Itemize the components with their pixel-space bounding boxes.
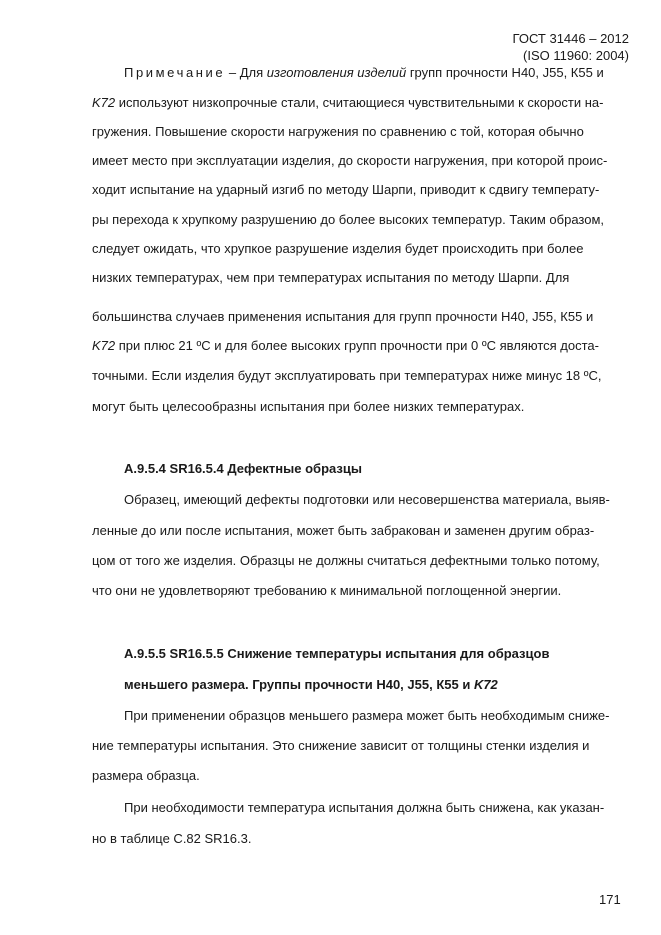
section-a954-heading: А.9.5.4 SR16.5.4 Дефектные образцы xyxy=(124,461,362,476)
note-text: – Для xyxy=(225,65,267,80)
grade-k72: K72 xyxy=(92,338,116,353)
note-label: Примечание xyxy=(124,65,226,80)
grade-k72: K72 xyxy=(473,677,498,692)
note-line-4: имеет место при эксплуатации изделия, до скорости нагружения, при которой проис- xyxy=(92,153,608,168)
section-a955-p1-line-3: размера образца. xyxy=(92,768,200,783)
grade-k72: K72 xyxy=(92,95,116,110)
note-line-10 xyxy=(92,338,599,354)
note-line-3: гружения. Повышение скорости нагружения по сравнению с той, которая обычно xyxy=(92,124,584,139)
header-iso-reference: (ISO 11960: 2004) xyxy=(523,48,629,63)
section-a954-line-4: что они не удовлетворяют требованию к минимальной поглощенной энергии. xyxy=(92,583,562,598)
section-a954-line-2: ленные до или после испытания, может быть забракован и заменен другим образ- xyxy=(92,523,595,538)
note-text: групп прочности Н40, J55, К55 и xyxy=(406,65,604,80)
header-standard-number: ГОСТ 31446 – 2012 xyxy=(512,31,629,46)
note-line-8: низких температурах, чем при температурах испытания по методу Шарпи. Для xyxy=(92,270,570,285)
note-line-7: следует ожидать, что хрупкое разрушение изделия будет происходить при более xyxy=(92,241,584,256)
note-line-9: большинства случаев применения испытания для групп прочности Н40, J55, К55 и xyxy=(92,309,594,324)
note-emphasis: изготовления изделий xyxy=(266,65,407,80)
heading-text: меньшего размера. Группы прочности Н40, J55, К55 и xyxy=(124,677,474,692)
section-a955-p1-line-2: ние температуры испытания. Это снижение зависит от толщины стенки изделия и xyxy=(92,738,590,753)
note-line-11: точными. Если изделия будут эксплуатировать при температурах ниже минус 18 ºС, xyxy=(92,368,602,383)
section-a955-p2-line-1: При необходимости температура испытания должна быть снижена, как указан- xyxy=(124,800,605,815)
section-a954-line-3: цом от того же изделия. Образцы не должны считаться дефектными только потому, xyxy=(92,553,600,568)
page-number: 171 xyxy=(599,892,621,907)
section-a955-heading-line-2 xyxy=(124,677,498,693)
section-a955-p2-line-2: но в таблице С.82 SR16.3. xyxy=(92,831,252,846)
note-text: при плюс 21 ºС и для более высоких групп прочности при 0 ºС являются доста- xyxy=(115,338,599,353)
note-line-6: ры перехода к хрупкому разрушению до более высоких температур. Таким образом, xyxy=(92,212,605,227)
section-a955-heading-line-1: А.9.5.5 SR16.5.5 Снижение температуры испытания для образцов xyxy=(124,646,550,661)
note-line-2 xyxy=(92,95,604,111)
section-a955-p1-line-1: При применении образцов меньшего размера может быть необходимым сниже- xyxy=(124,708,610,723)
note-line-12: могут быть целесообразны испытания при более низких температурах. xyxy=(92,399,525,414)
note-text: используют низкопрочные стали, считающиеся чувствительными к скорости на- xyxy=(115,95,604,110)
note-line-1 xyxy=(124,65,604,81)
section-a954-line-1: Образец, имеющий дефекты подготовки или несовершенства материала, выяв- xyxy=(124,492,610,507)
note-line-5: ходит испытание на ударный изгиб по методу Шарпи, приводит к сдвигу температу- xyxy=(92,182,600,197)
